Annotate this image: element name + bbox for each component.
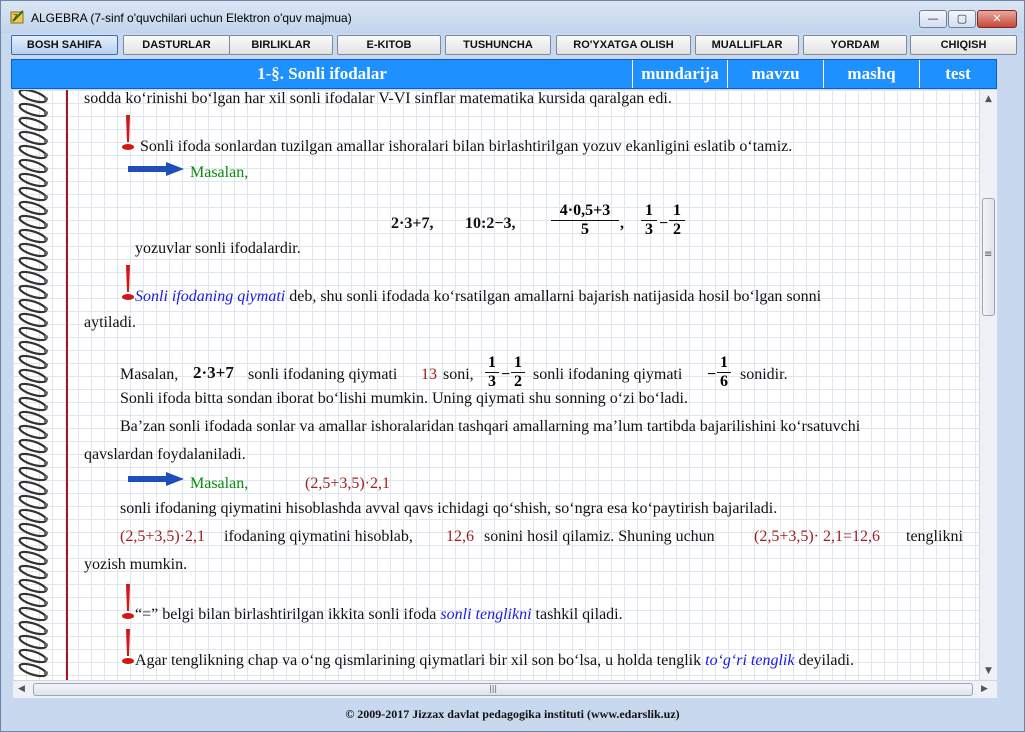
spiral-ring — [18, 115, 48, 132]
spiral-ring — [18, 129, 48, 146]
minimize-button[interactable] — [919, 10, 947, 28]
text-line: sonini hosil qilamiz. Shuning uchun — [484, 528, 715, 545]
link-mundarija[interactable]: mundarija — [641, 64, 719, 83]
fraction-denominator: 6 — [720, 373, 728, 390]
text-line: Sonli ifoda bitta sondan iborat bo‘lishi mumkin. Uning qiymati shu sonning o‘zi bo‘ladi. — [120, 390, 688, 407]
nav-dasturlar[interactable]: DASTURLAR — [123, 35, 230, 55]
nav-bosh-sahifa[interactable]: BOSH SAHIFA — [11, 35, 118, 55]
section-header — [11, 59, 997, 89]
math-expression: 2·3+7 — [193, 363, 234, 382]
spiral-ring — [18, 451, 48, 468]
spiral-ring — [18, 507, 48, 524]
math-expression: (2,5+3,5)· 2,1=12,6 — [754, 528, 881, 545]
note-text: “=” belgi bilan birlashtirilgan ikkita sonli ifoda — [135, 606, 437, 623]
value-number: 12,6 — [446, 528, 474, 545]
page-title: 1-§. Sonli ifodalar — [257, 64, 387, 83]
exclamation-icon — [120, 583, 136, 621]
fraction-numerator: 1 — [511, 354, 525, 373]
svg-text:7: 7 — [13, 13, 18, 22]
example-label — [190, 164, 248, 182]
notebook-spiral-icon — [13, 90, 53, 680]
link-test[interactable]: test — [945, 64, 971, 83]
spiral-ring — [18, 409, 48, 426]
text-line: ifodaning qiymatini hisoblab, — [224, 528, 413, 545]
spiral-ring — [18, 465, 48, 482]
scroll-down-icon[interactable]: ▼ — [985, 666, 992, 676]
text-line: yozish mumkin. — [84, 556, 188, 573]
fraction-numerator: 1 — [717, 354, 731, 373]
spiral-ring — [18, 367, 48, 384]
spiral-ring — [18, 549, 48, 566]
fraction — [485, 354, 499, 391]
vertical-scrollbar[interactable] — [979, 90, 997, 680]
text-line: tenglikni — [906, 528, 963, 545]
spiral-ring — [18, 157, 48, 174]
grip-icon: ||| — [489, 684, 498, 693]
text-line: sonli ifodaning qiymati — [248, 366, 398, 383]
spiral-ring — [18, 143, 48, 160]
fraction-numerator: 1 — [485, 354, 499, 373]
spiral-ring — [18, 381, 48, 398]
text-line: yozuvlar sonli ifodalardir. — [135, 240, 301, 257]
nav-birliklar[interactable]: BIRLIKLAR — [229, 35, 333, 55]
fraction-denominator: 5 — [581, 221, 589, 238]
note-text: tashkil qiladi. — [535, 606, 623, 623]
math-expression: 10:2−3, — [465, 215, 516, 232]
margin-line — [66, 90, 68, 680]
nav-e-kitob[interactable]: E-KITOB — [337, 35, 441, 55]
vertical-scroll-thumb[interactable] — [982, 198, 995, 316]
math-expression: (2,5+3,5)·2,1 — [120, 528, 206, 545]
fraction-denominator: 2 — [673, 221, 681, 238]
text-line: sonidir. — [740, 366, 788, 383]
text-line: qavslardan foydalaniladi. — [84, 446, 246, 463]
spiral-ring — [18, 423, 48, 440]
note-line — [135, 652, 854, 670]
example-label-text: Masalan, — [190, 164, 249, 181]
footer-copyright: © 2009-2017 Jizzax davlat pedagogika instituti (www.edarslik.uz) — [345, 707, 680, 721]
note-text: Sonli ifoda sonlardan tuzilgan amallar ishoralari bilan birlashtirilgan yozuv ekanligini eslatib o‘tamiz. — [140, 138, 793, 155]
text-line: sodda ko‘rinishi bo‘lgan har xil sonli ifodalar V-VI sinflar matematika kursida qaralgan edi. — [84, 90, 672, 107]
main-nav — [7, 35, 1020, 57]
close-icon: ✕ — [992, 12, 1002, 25]
link-mashq[interactable]: mashq — [847, 64, 896, 83]
text-line: Ba’zan sonli ifodada sonlar va amallar ishoralaridan tashqari amallarning ma’lum tartibda bajarilishini ko‘rsatuvchi — [120, 418, 861, 435]
arrow-right-icon — [128, 162, 184, 176]
fraction — [641, 202, 657, 239]
spiral-ring — [18, 311, 48, 328]
text-line: soni, — [443, 366, 474, 383]
text-line: sonli ifodaning qiymati — [533, 366, 683, 383]
definition-term: Sonli ifodaning qiymati — [135, 288, 286, 305]
title-bar[interactable] — [1, 1, 1024, 33]
arrow-right-icon — [128, 472, 184, 486]
fraction-denominator: 3 — [488, 373, 496, 390]
horizontal-scroll-thumb[interactable] — [33, 683, 973, 696]
scroll-right-icon[interactable]: ▶ — [981, 684, 988, 694]
nav-mualliflar[interactable]: MUALLIFLAR — [695, 35, 799, 55]
horizontal-scrollbar[interactable] — [13, 680, 997, 698]
note-text: deyiladi. — [798, 652, 854, 669]
exclamation-icon — [120, 628, 136, 666]
minimize-icon: — — [927, 12, 939, 25]
note-text: Agar tenglikning chap va o‘ng qismlarining qiymatlari bir xil son bo‘lsa, u holda tenglik — [135, 652, 702, 669]
spiral-ring — [18, 577, 48, 594]
fraction — [669, 202, 685, 239]
nav-tushuncha[interactable]: TUSHUNCHA — [445, 35, 551, 55]
fraction-numerator: 1 — [641, 202, 657, 221]
spiral-ring — [18, 535, 48, 552]
fraction-denominator: 3 — [645, 221, 653, 238]
math-minus: − — [501, 366, 511, 383]
lesson-content[interactable] — [13, 90, 979, 680]
spiral-ring — [18, 241, 48, 258]
math-comma: , — [620, 215, 624, 232]
example-label: Masalan, — [120, 366, 179, 383]
maximize-button[interactable] — [948, 10, 976, 28]
spiral-ring — [18, 437, 48, 454]
spiral-ring — [18, 353, 48, 370]
spiral-ring — [18, 563, 48, 580]
maximize-icon: ▢ — [956, 12, 968, 25]
spiral-ring — [18, 227, 48, 244]
fraction-numerator: 4·0,5+3 — [551, 202, 619, 221]
window-title: ALGEBRA (7-sinf o'quvchilari uchun Elektron o'quv majmua) — [31, 11, 352, 25]
example-label: Masalan, — [190, 475, 249, 492]
grip-icon: ≡ — [984, 249, 993, 260]
spiral-ring — [18, 591, 48, 608]
math-minus: − — [659, 215, 669, 232]
spiral-ring — [18, 297, 48, 314]
fraction — [551, 202, 619, 239]
spiral-ring — [18, 90, 48, 105]
definition-term: to‘g‘ri tenglik — [705, 652, 795, 669]
nav-chiqish[interactable]: CHIQISH — [910, 35, 1017, 55]
math-minus: − — [707, 366, 717, 383]
spiral-ring — [18, 255, 48, 272]
scroll-up-icon[interactable]: ▲ — [985, 94, 992, 104]
math-expression: (2,5+3,5)·2,1 — [305, 475, 391, 492]
text-line: sonli ifodaning qiymatini hisoblashda avval qavs ichidagi qo‘shish, so‘ngra esa ko‘paytirish bajariladi. — [120, 500, 778, 517]
spiral-ring — [18, 325, 48, 342]
spiral-ring — [18, 493, 48, 510]
note-line — [135, 606, 623, 624]
exclamation-icon — [120, 264, 136, 302]
fraction — [717, 354, 731, 391]
spiral-ring — [18, 395, 48, 412]
value-number: 13 — [421, 366, 437, 383]
fraction-denominator: 2 — [514, 373, 522, 390]
definition-line — [135, 288, 821, 306]
spiral-ring — [18, 171, 48, 188]
spiral-ring — [18, 339, 48, 356]
fraction — [511, 354, 525, 391]
spiral-ring — [18, 661, 48, 678]
spiral-ring — [18, 647, 48, 664]
definition-term: sonli tenglikni — [440, 606, 532, 623]
fraction-numerator: 1 — [669, 202, 685, 221]
definition-text: deb, shu sonli ifodada ko‘rsatilgan amallarni bajarish natijasida hosil bo‘lgan sonni — [289, 288, 822, 305]
spiral-ring — [18, 101, 48, 118]
spiral-ring — [18, 605, 48, 622]
link-mavzu[interactable]: mavzu — [751, 64, 800, 83]
spiral-ring — [18, 521, 48, 538]
close-button[interactable] — [977, 10, 1017, 28]
exclamation-icon — [120, 114, 136, 152]
math-expression: 2·3+7, — [391, 215, 434, 232]
app-logo-icon — [10, 9, 26, 25]
spiral-ring — [18, 283, 48, 300]
spiral-ring — [18, 619, 48, 636]
spiral-ring — [18, 199, 48, 216]
nav-royxatga-olish[interactable]: RO'YXATGA OLISH — [556, 35, 691, 55]
nav-yordam[interactable]: YORDAM — [803, 35, 907, 55]
spiral-ring — [18, 269, 48, 286]
spiral-ring — [18, 633, 48, 650]
scroll-left-icon[interactable]: ◀ — [18, 684, 25, 694]
spiral-ring — [18, 213, 48, 230]
spiral-ring — [18, 479, 48, 496]
text-line: aytiladi. — [84, 314, 136, 331]
spiral-ring — [18, 185, 48, 202]
